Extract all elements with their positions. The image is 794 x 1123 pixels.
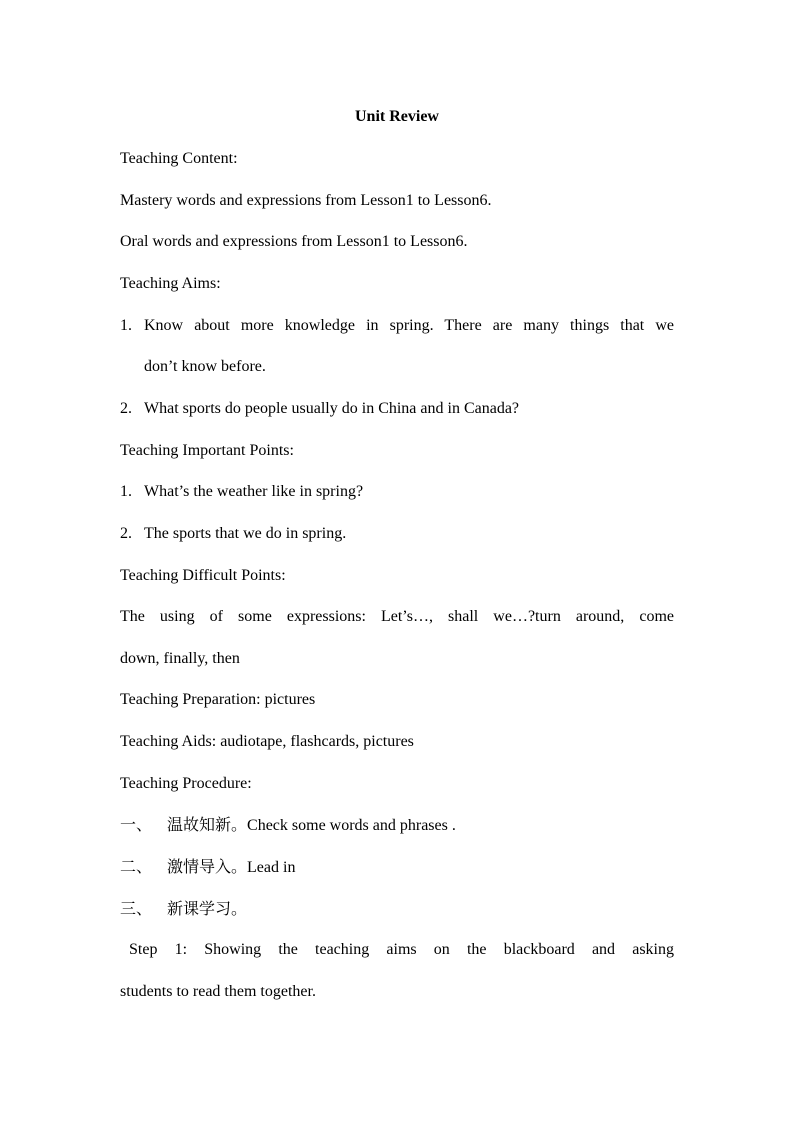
important-2-text: The sports that we do in spring. <box>144 525 347 542</box>
difficult-points-continuation: down, finally, then <box>120 650 240 667</box>
teaching-procedure-heading: Teaching Procedure: <box>120 775 252 792</box>
procedure-2-english: Lead in <box>247 859 296 876</box>
aim-1-text: Know about more knowledge in spring. There are many things that we <box>144 317 674 334</box>
procedure-step-2 <box>120 857 674 878</box>
procedure-step-1 <box>120 815 674 836</box>
important-1-text: What’s the weather like in spring? <box>144 483 364 500</box>
important-point-2 <box>120 524 674 544</box>
procedure-3-marker: 三、 <box>120 899 153 918</box>
important-point-1 <box>120 482 674 502</box>
aim-1-continuation: don’t know before. <box>144 358 266 375</box>
mastery-words-line: Mastery words and expressions from Lesson1 to Lesson6. <box>120 192 492 209</box>
aim-2-number: 2. <box>120 400 132 417</box>
important-1-number: 1. <box>120 483 132 500</box>
aim-item-1 <box>120 316 674 336</box>
important-2-number: 2. <box>120 525 132 542</box>
difficult-points-heading: Teaching Difficult Points: <box>120 567 286 584</box>
teaching-preparation-line: Teaching Preparation: pictures <box>120 691 316 708</box>
procedure-step-3 <box>120 899 674 920</box>
procedure-2-chinese: 激情导入。 <box>167 857 248 876</box>
aim-1-number: 1. <box>120 317 132 334</box>
aim-item-2 <box>120 399 674 419</box>
difficult-points-text: The using of some expressions: Let’s…, shall we…?turn around, come <box>120 608 674 625</box>
step-1-text: Step 1: Showing the teaching aims on the blackboard and asking <box>129 941 674 958</box>
teaching-aims-heading: Teaching Aims: <box>120 275 221 292</box>
procedure-1-chinese: 温故知新。 <box>167 815 248 834</box>
procedure-2-marker: 二、 <box>120 857 153 876</box>
teaching-content-heading: Teaching Content: <box>120 150 238 167</box>
oral-words-line: Oral words and expressions from Lesson1 to Lesson6. <box>120 233 468 250</box>
important-points-heading: Teaching Important Points: <box>120 442 294 459</box>
page-title: Unit Review <box>355 108 439 125</box>
aim-2-text: What sports do people usually do in China and in Canada? <box>144 400 520 417</box>
procedure-1-marker: 一、 <box>120 815 153 834</box>
step-1-continuation: students to read them together. <box>120 983 316 1000</box>
teaching-aids-line: Teaching Aids: audiotape, flashcards, pictures <box>120 733 414 750</box>
procedure-3-chinese: 新课学习。 <box>167 899 248 918</box>
procedure-1-english: Check some words and phrases . <box>247 817 456 834</box>
